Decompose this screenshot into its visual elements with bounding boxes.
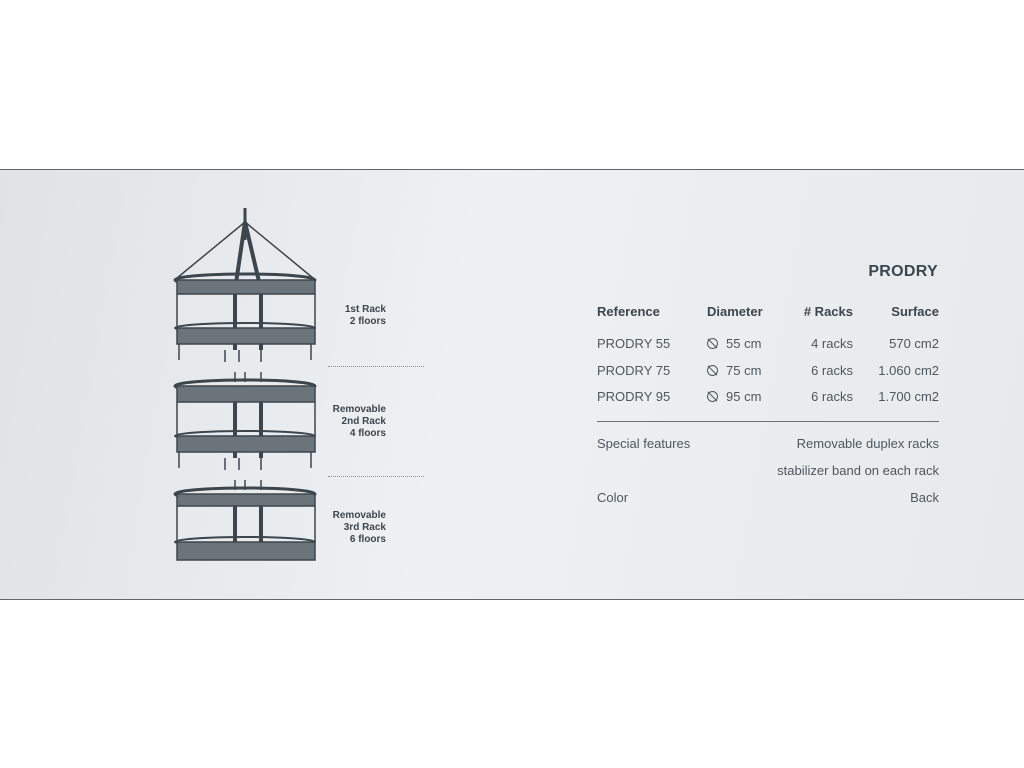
color-row bbox=[597, 490, 939, 510]
header-surface: Surface bbox=[891, 304, 939, 319]
divider-dotted bbox=[328, 366, 424, 367]
special-features-label: Special features bbox=[597, 436, 691, 451]
cell-reference: PRODRY 95 bbox=[597, 389, 671, 404]
table-header-row bbox=[597, 304, 939, 324]
cell-surface: 570 cm2 bbox=[889, 336, 939, 351]
product-title: PRODRY bbox=[868, 263, 938, 280]
diameter-value: 95 cm bbox=[726, 389, 762, 404]
diameter-icon bbox=[707, 338, 718, 349]
cell-reference: PRODRY 55 bbox=[597, 336, 671, 351]
diameter-value: 75 cm bbox=[726, 363, 762, 378]
special-features-row bbox=[597, 436, 939, 456]
header-diameter: Diameter bbox=[707, 304, 763, 319]
cell-surface: 1.700 cm2 bbox=[878, 389, 939, 404]
rack-label-line: 6 floors bbox=[349, 534, 386, 545]
rack-label-2 bbox=[266, 404, 386, 440]
diameter-value: 55 cm bbox=[726, 336, 762, 351]
color-label: Color bbox=[597, 490, 629, 505]
cell-diameter bbox=[707, 389, 761, 404]
diameter-icon bbox=[707, 365, 718, 376]
divider-dotted bbox=[328, 476, 424, 477]
table-divider bbox=[597, 421, 939, 422]
header-racks: # Racks bbox=[803, 304, 853, 319]
rack-label-line: Removable bbox=[332, 404, 386, 415]
cell-racks: 6 racks bbox=[811, 389, 853, 404]
rack-label-line: 3rd Rack bbox=[343, 522, 386, 533]
table-row bbox=[597, 389, 939, 409]
cell-diameter bbox=[707, 336, 761, 351]
rack-label-line: 2 floors bbox=[349, 316, 386, 327]
cell-racks: 6 racks bbox=[811, 363, 853, 378]
cell-reference: PRODRY 75 bbox=[597, 363, 671, 378]
rack-label-line: Removable bbox=[332, 510, 386, 521]
header-reference: Reference bbox=[597, 304, 660, 319]
rack-label-line: 1st Rack bbox=[344, 304, 386, 315]
rack-label-line: 2nd Rack bbox=[341, 416, 386, 427]
color-value: Back bbox=[910, 490, 939, 505]
special-features-value: stabilizer band on each rack bbox=[777, 463, 939, 478]
cell-diameter bbox=[707, 363, 761, 378]
table-row bbox=[597, 336, 939, 356]
cell-surface: 1.060 cm2 bbox=[878, 363, 939, 378]
cell-racks: 4 racks bbox=[811, 336, 853, 351]
table-row bbox=[597, 363, 939, 383]
rack-label-1 bbox=[266, 304, 386, 328]
product-banner bbox=[0, 169, 1024, 600]
special-features-row bbox=[597, 463, 939, 483]
rack-label-line: 4 floors bbox=[349, 428, 386, 439]
special-features-value: Removable duplex racks bbox=[796, 436, 939, 451]
rack-label-3 bbox=[266, 510, 386, 546]
diameter-icon bbox=[707, 391, 718, 402]
